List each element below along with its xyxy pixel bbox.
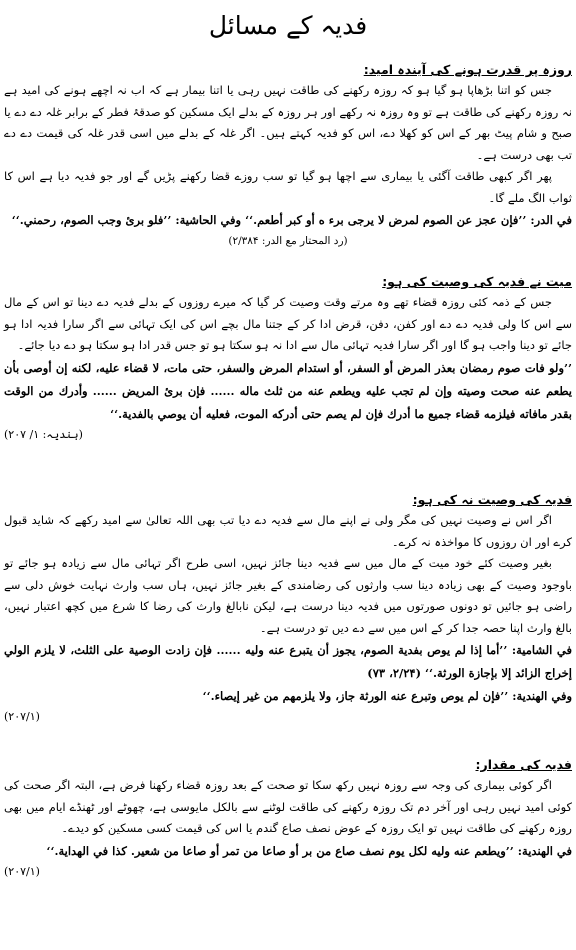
reference: (۲۰۷/۱) — [4, 864, 40, 878]
paragraph: پھر اگر کبھی طاقت آگئی یا بیماری سے اچھا ہو گیا تو سب روزے قضا رکھنے پڑیں گے اور جو فدیہ دیا ہے اس کا ثواب الگ ملے گا۔ — [4, 169, 572, 205]
reference: (رد المحتار مع الدر: ۲/۳۸۴) — [228, 235, 348, 247]
section-future-ability — [4, 60, 572, 250]
paragraph: اگر کوئی بیماری کی وجہ سے روزہ نہیں رکھ سکا تو صحت کے بعد روزہ قضاء رکھنا فرض ہے، البتہ اگر صحت کی کوئی امید نہیں رہی اور آخر دم تک روزہ رکھنے کی طاقت لوٹنے سے بالکل مایوسی ہے، چھوٹے اور ٹھنڈے ایام میں بھی روزہ رکھنے کی طاقت نہیں تو ایک روزہ کے عوض نصف صاع گندم یا اس کی قیمت کسی مسکین کو دیدے۔ — [4, 778, 572, 835]
arabic-quote: في الدر: ’’فإن عجز عن الصوم لمرض لا يرجى برء ه أو كبر أطعم.‘‘ وفي الحاشية: ’’فلو برئ وجب الصوم، رحمني.‘‘ — [11, 213, 572, 227]
paragraph: جس کے ذمہ کئی روزہ قضاء تھے وہ مرتے وقت وصیت کر گیا کہ میرے روزوں کے بدلے فدیہ دے دینا تو اس کے مال سے اس کا ولی فدیہ دے دے اور کفن، دفن، قرض ادا کر کے جتنا مال بچے اس کی ایک تہائی سے اگر سارا فدیہ ادا ہو جائے تو دینا واجب ہو گا اور اگر سارا فدیہ تہائی مال سے ادا نہ ہو سکتا ہو تو جس قدر ادا ہو سکتا ہو دے دیا جائے۔ — [4, 295, 572, 352]
reference: (۲۰۷/۱) — [4, 710, 40, 723]
paragraph: جس کو اتنا بڑھاپا ہو گیا ہو کہ روزہ رکھنے کی طاقت نہیں رہی یا اتنا بیمار ہے کہ اب نہ اچھے ہونے کی امید ہے نہ روزہ رکھنے کی طاقت ہے تو وہ روزہ نہ رکھے اور ہر روزہ کے بدلے ایک مسکین کو صدقۂ فطر کے برابر غلہ دے دے یا صبح و شام پیٹ بھر کے اس کو کھلا دے، اس کو فدیہ کہتے ہیں۔ اگر غلہ کے بدلے میں اسی قدر غلہ کی قیمت دے دے تب بھی درست ہے۔ — [4, 83, 572, 162]
arabic-quote: وفي الهندية: ’’فإن لم يوص وتبرع عنه الورثة جاز، ولا يلزمهم من غير إيصاء.‘‘ — [202, 689, 572, 703]
arabic-quote: ’’ولو فات صوم رمضان بعذر المرض أو السفر، أو استدام المرض والسفر، حتى مات، لا قضاء عليه، لكنه إن أوصى بأن يطعم عنه صحت وصيته وإن لم تجب عليه ويطعم عنه من ثلث ماله ...... فإن برئ المريض ...... وأدرك من الوقت بقدر مافاته فيلزمه قضاء جميع ما أدرك فإن لم يصم حتى أدركه الموت، فعليه أن يوصي بالفدية.‘‘ — [4, 360, 572, 421]
reference: (ہندیہ: ۱/ ۲۰۷) — [4, 427, 83, 441]
section-heading: فدیہ کی وصیت نہ کی ہو: — [412, 492, 572, 507]
arabic-quote: في الهندية: ’’ويطعم عنه وليه لكل يوم نصف صاع من بر أو صاعا من تمر أو صاعا من شعير. كذا في الهداية.‘‘ — [46, 843, 572, 858]
arabic-quote: في الشامية: ’’أما إذا لم يوص بفدية الصوم، يجوز أن يتبرع عنه وليه ...... فإن زادت الوصية على الثلث، لا يلزم الولي إخراج الزائد إلا بإجازة الورثة.‘‘ (۲/۲۴، ۷۳) — [4, 643, 572, 680]
paragraph: اگر اس نے وصیت نہیں کی مگر ولی نے اپنے مال سے فدیہ دے دیا تب بھی اللہ تعالیٰ سے امید رکھے کہ شاید قبول کرے اور ان روزوں کا مواخذہ نہ کرے۔ — [4, 513, 572, 549]
section-heading: فدیہ کی مقدار: — [475, 757, 572, 772]
page-title: فدیہ کے مسائل — [208, 11, 368, 40]
section-heading: میت نے فدیہ کی وصیت کی ہو: — [382, 274, 572, 289]
section-will-made — [4, 272, 572, 444]
section-heading: روزہ پر قدرت ہونے کی آیندہ امید: — [363, 62, 572, 77]
paragraph: بغیر وصیت کئے خود میت کے مال میں سے فدیہ دینا جائز نہیں، اسی طرح اگر تہائی مال سے زیادہ ہو جائے تو باوجود وصیت کے بھی زیادہ دینا سب وارثوں کی رضامندی کے بغیر جائز نہیں، ہاں سب وارث نہایت خوش دلی سے راضی ہو جائیں تو دونوں صورتوں میں فدیہ دینا درست ہے، لیکن نابالغ وارث کی رضا کا شرع میں کچھ اعتبار نہیں، بالغ وارث اپنا حصہ جدا کر کے اس میں سے دے دیں تو درست ہے۔ — [4, 556, 572, 635]
section-no-will — [4, 490, 572, 726]
section-fidya-amount — [4, 755, 572, 881]
